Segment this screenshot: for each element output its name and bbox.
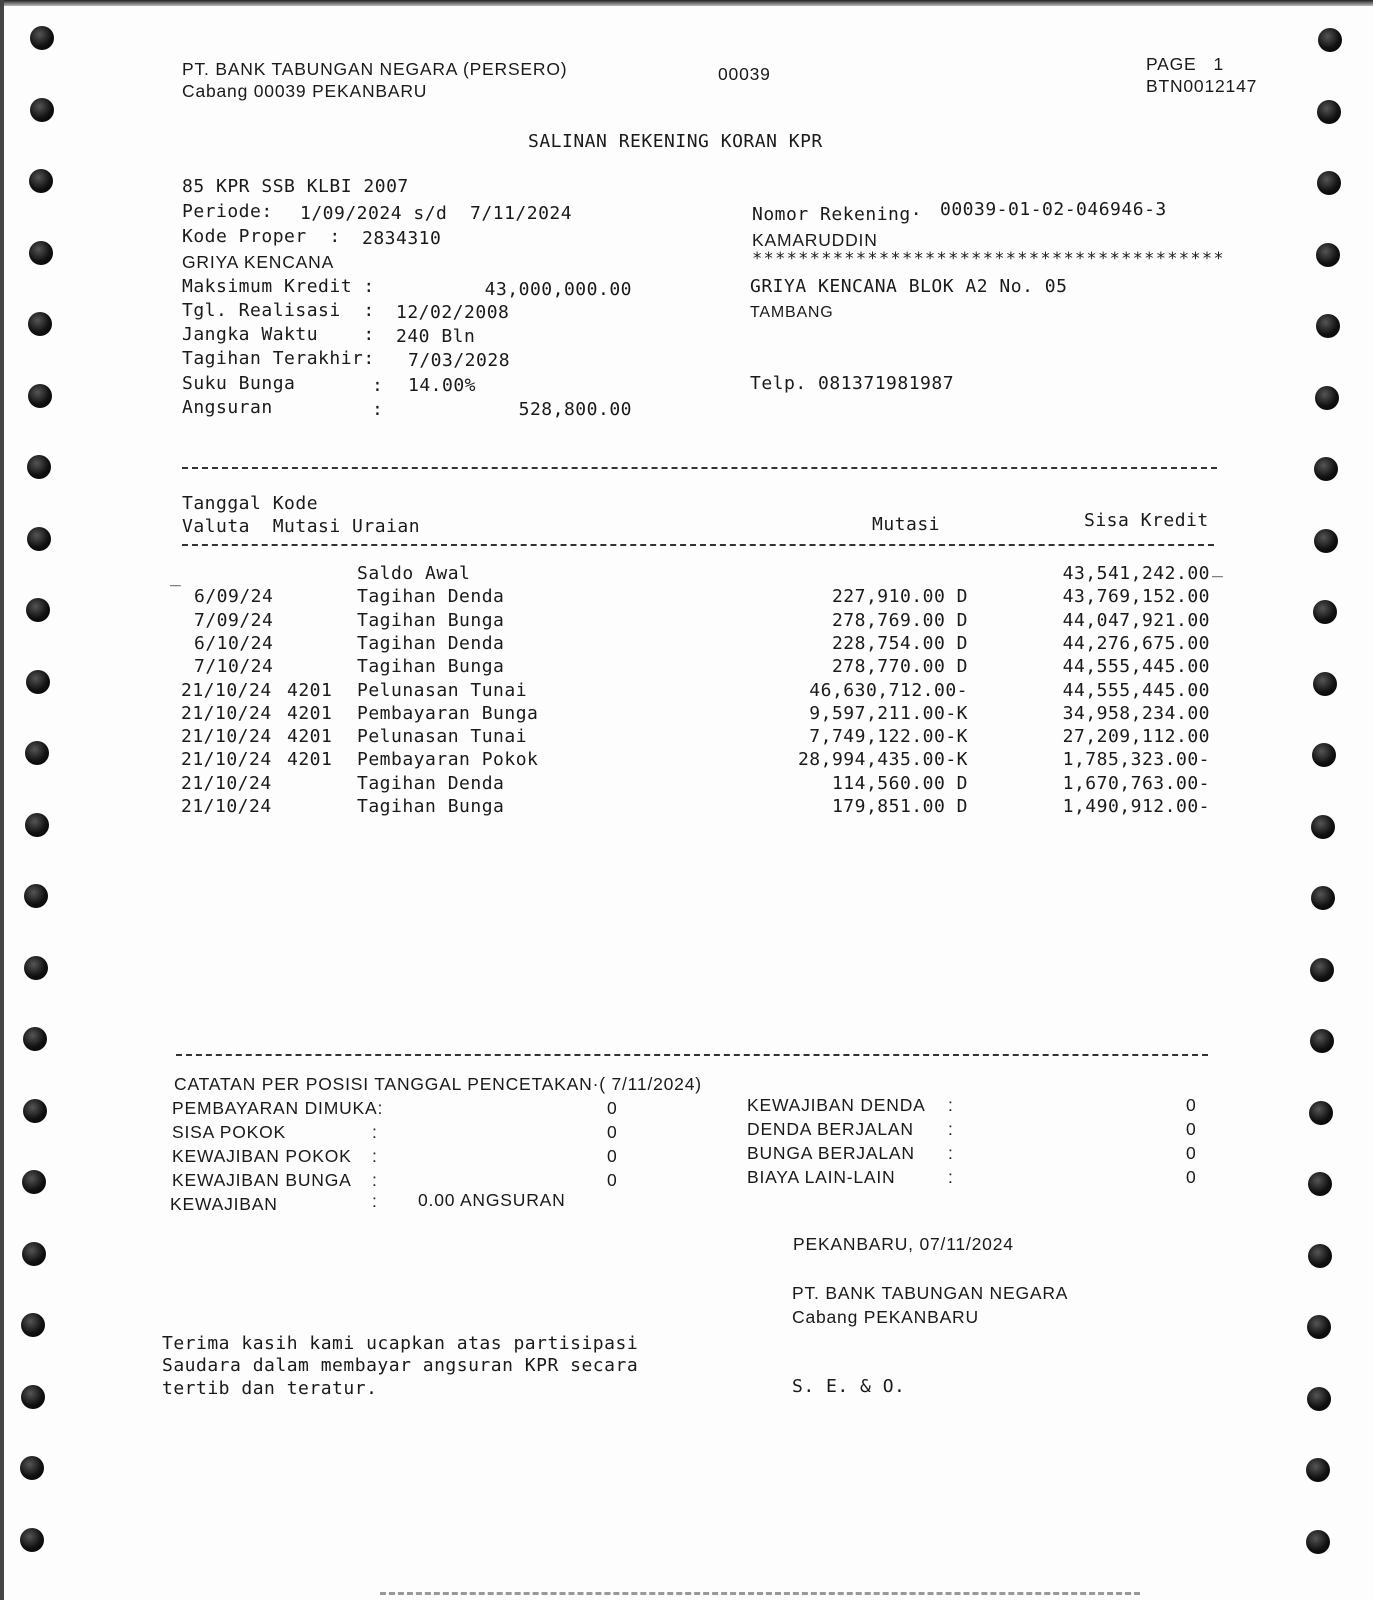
row-mutasi: 278,770.00 D <box>831 656 968 678</box>
table-row <box>0 656 1373 679</box>
note-value: 0 <box>607 1122 618 1142</box>
masked-line: ***************************************** <box>752 249 1225 269</box>
paper-tear-bottom <box>380 1592 1140 1595</box>
table-row <box>0 563 1373 586</box>
row-date: 7/09/24 <box>194 609 274 631</box>
row-mutasi: 227,910.00 D <box>831 586 968 608</box>
feed-hole <box>1306 1458 1330 1482</box>
periode-label: Periode: <box>182 201 273 222</box>
feed-hole <box>24 884 48 908</box>
note-label: SISA POKOK <box>172 1122 287 1142</box>
note-colon: : <box>372 1122 378 1142</box>
row-uraian: Pembayaran Pokok <box>357 749 539 771</box>
feed-hole <box>1308 1244 1332 1268</box>
col-header-row1: Tanggal Kode <box>182 493 319 514</box>
row-kode: 4201 <box>287 679 333 701</box>
row-uraian: Pelunasan Tunai <box>357 726 528 748</box>
table-row <box>0 773 1373 796</box>
row-date: 7/10/24 <box>194 656 274 678</box>
feed-hole <box>21 1313 45 1337</box>
nomor-rekening-value: 00039-01-02-046946-3 <box>940 199 1167 220</box>
note-colon: : <box>372 1170 378 1190</box>
feed-hole <box>1307 1315 1331 1339</box>
row-uraian: Tagihan Denda <box>357 632 505 654</box>
row-date: 21/10/24 <box>181 796 272 817</box>
table-row <box>0 680 1373 703</box>
row-mutasi: 7,749,122.00-K <box>809 726 968 748</box>
angsuran-label: Angsuran <box>182 397 273 418</box>
note-label: PEMBAYARAN DIMUKA: <box>172 1098 384 1118</box>
maks-kredit-value: 43,000,000.00 <box>484 279 632 300</box>
table-row <box>0 726 1373 749</box>
col-header-row2: Valuta Mutasi Uraian <box>182 516 421 537</box>
note-value: 0 <box>607 1098 618 1118</box>
kewajiban-value: 0.00 ANGSURAN <box>418 1190 566 1210</box>
note-colon: : <box>948 1143 954 1163</box>
note-label: KEWAJIBAN BUNGA <box>172 1170 352 1190</box>
feed-hole <box>21 1385 45 1409</box>
note-value: 0 <box>607 1146 618 1166</box>
feed-hole <box>28 384 52 408</box>
row-uraian: Tagihan Bunga <box>357 656 505 678</box>
note-label: BIAYA LAIN-LAIN <box>747 1167 896 1187</box>
feed-hole <box>1314 529 1338 553</box>
feed-hole <box>1310 958 1334 982</box>
thanks-line-2: Saudara dalam membayar angsuran KPR secara <box>162 1355 639 1376</box>
paper-edge-top <box>0 0 1373 6</box>
feed-hole <box>20 1456 44 1480</box>
jangka-waktu-value: 240 Bln <box>396 326 476 347</box>
feed-hole <box>30 98 54 122</box>
row-sisa-kredit: 44,047,921.00 <box>1062 609 1210 631</box>
kode-proper-value: 2834310 <box>362 228 442 249</box>
note-label: DENDA BERJALAN <box>747 1119 914 1139</box>
row-sisa-kredit: 34,958,234.00 <box>1062 702 1210 724</box>
jangka-waktu-label: Jangka Waktu : <box>182 324 375 345</box>
note-label: BUNGA BERJALAN <box>747 1143 915 1163</box>
note-value: 0 <box>1186 1119 1197 1139</box>
feed-hole <box>20 1528 44 1552</box>
note-label: KEWAJIBAN DENDA <box>747 1095 926 1115</box>
feed-hole <box>23 1099 47 1123</box>
project-name: GRIYA KENCANA <box>182 252 335 272</box>
row-date: 21/10/24 <box>181 679 272 701</box>
feed-hole <box>29 241 53 265</box>
feed-hole <box>23 1027 47 1051</box>
opening-marker: _ <box>170 566 182 587</box>
suku-bunga-value: 14.00% <box>408 375 477 396</box>
feed-hole <box>1317 100 1341 124</box>
note-value: 0 <box>1186 1143 1197 1163</box>
row-sisa-kredit: 43,769,152.00 <box>1062 586 1210 608</box>
row-kode: 4201 <box>287 726 333 748</box>
row-sisa-kredit: 27,209,112.00 <box>1062 726 1210 748</box>
feed-hole <box>22 1242 46 1266</box>
row-uraian: Tagihan Bunga <box>357 609 505 631</box>
row-mutasi: 28,994,435.00-K <box>797 749 968 771</box>
feed-hole <box>1307 1387 1331 1411</box>
row-date: 6/09/24 <box>194 586 274 608</box>
divider-header <box>182 544 1214 546</box>
note-value: 0 <box>607 1170 618 1190</box>
table-row <box>0 749 1373 772</box>
table-row <box>0 610 1373 633</box>
angsuran-colon: : <box>372 399 384 420</box>
row-kode: 4201 <box>287 702 333 724</box>
suku-bunga-label: Suku Bunga <box>182 373 296 394</box>
nomor-rekening-label: Nomor Rekening· <box>752 204 923 225</box>
note-colon: : <box>948 1119 954 1139</box>
row-mutasi: 46,630,712.00- <box>809 679 968 701</box>
feed-hole <box>28 312 52 336</box>
customer-telp: Telp. 081371981987 <box>750 373 955 394</box>
row-uraian: Pelunasan Tunai <box>357 679 528 701</box>
row-uraian: Saldo Awal <box>357 563 471 584</box>
signature-branch: Cabang PEKANBARU <box>792 1307 979 1327</box>
row-date: 6/10/24 <box>194 632 274 654</box>
table-row <box>0 586 1373 609</box>
feed-hole <box>1309 1101 1333 1125</box>
row-kode: 4201 <box>287 749 333 771</box>
note-colon: : <box>948 1167 954 1187</box>
table-row <box>0 633 1373 656</box>
note-label: KEWAJIBAN POKOK <box>172 1146 352 1166</box>
thanks-line-3: tertib dan teratur. <box>162 1378 378 1399</box>
branch-code: 00039 <box>718 64 771 84</box>
row-date: 21/10/24 <box>181 726 272 748</box>
feed-hole <box>30 26 54 50</box>
row-uraian: Tagihan Denda <box>357 772 505 794</box>
row-mutasi: 179,851.00 D <box>831 796 968 817</box>
page-title: SALINAN REKENING KORAN KPR <box>528 131 823 152</box>
divider-notes <box>176 1054 1208 1056</box>
note-colon: : <box>372 1146 378 1166</box>
note-colon: : <box>948 1095 954 1115</box>
closing-marker: _ <box>1212 557 1224 578</box>
tagihan-terakhir-label: Tagihan Terakhir: <box>182 348 375 369</box>
row-sisa-kredit: 44,555,445.00 <box>1062 679 1210 701</box>
row-date: 21/10/24 <box>181 702 272 724</box>
feed-hole <box>1314 457 1338 481</box>
note-value: 0 <box>1186 1167 1197 1187</box>
page-number: PAGE 1 <box>1146 54 1225 74</box>
feed-hole <box>1316 314 1340 338</box>
loan-product: 85 KPR SSB KLBI 2007 <box>182 176 409 197</box>
kode-proper-label: Kode Proper : <box>182 226 341 247</box>
feed-hole <box>1317 171 1341 195</box>
row-uraian: Tagihan Denda <box>357 586 505 608</box>
kewajiban-label: KEWAJIBAN <box>170 1194 278 1214</box>
notes-title: CATATAN PER POSISI TANGGAL PENCETAKAN·( 7/11/2024) <box>174 1074 702 1094</box>
report-id: BTN0012147 <box>1146 76 1258 96</box>
row-sisa-kredit: 1,670,763.00- <box>1062 772 1210 794</box>
feed-hole <box>1311 886 1335 910</box>
customer-name: KAMARUDDIN <box>752 230 878 250</box>
feed-hole <box>1306 1530 1330 1554</box>
place-date: PEKANBARU, 07/11/2024 <box>793 1234 1014 1254</box>
suku-bunga-colon: : <box>372 375 384 396</box>
row-sisa-kredit: 1,490,912.00- <box>1062 796 1210 817</box>
feed-hole <box>29 169 53 193</box>
row-date: 21/10/24 <box>181 772 272 794</box>
kewajiban-colon: : <box>372 1191 378 1211</box>
row-mutasi: 278,769.00 D <box>831 609 968 631</box>
thanks-line-1: Terima kasih kami ucapkan atas partisipasi <box>162 1333 639 1354</box>
feed-hole <box>27 455 51 479</box>
maks-kredit-label: Maksimum Kredit : <box>182 276 375 297</box>
row-date: 21/10/24 <box>181 749 272 771</box>
signature-bank: PT. BANK TABUNGAN NEGARA <box>792 1283 1069 1303</box>
customer-address-1: GRIYA KENCANA BLOK A2 No. 05 <box>750 276 1068 297</box>
periode-value: 1/09/2024 s/d 7/11/2024 <box>300 203 573 224</box>
row-uraian: Tagihan Bunga <box>357 796 505 817</box>
note-value: 0 <box>1186 1095 1197 1115</box>
row-sisa-kredit: 44,276,675.00 <box>1062 632 1210 654</box>
row-sisa-kredit: 44,555,445.00 <box>1062 656 1210 678</box>
tgl-realisasi-value: 12/02/2008 <box>396 302 510 323</box>
row-mutasi: 228,754.00 D <box>831 632 968 654</box>
feed-hole <box>1318 28 1342 52</box>
row-mutasi: 9,597,211.00-K <box>809 702 968 724</box>
col-header-mutasi: Mutasi <box>872 514 941 535</box>
divider-top <box>182 467 1217 469</box>
feed-hole <box>1308 1172 1332 1196</box>
tgl-realisasi-label: Tgl. Realisasi : <box>182 300 375 321</box>
feed-hole <box>27 527 51 551</box>
feed-hole <box>1315 386 1339 410</box>
tagihan-terakhir-value: 7/03/2028 <box>408 350 511 371</box>
branch-name: Cabang 00039 PEKANBARU <box>182 81 428 101</box>
table-row <box>0 703 1373 726</box>
feed-hole <box>1316 243 1340 267</box>
customer-address-2: TAMBANG <box>750 304 834 321</box>
row-sisa-kredit: 1,785,323.00- <box>1062 749 1210 771</box>
col-header-sisa-kredit: Sisa Kredit <box>1084 510 1209 531</box>
row-mutasi: 114,560.00 D <box>831 772 968 794</box>
feed-hole <box>24 956 48 980</box>
row-sisa-kredit: 43,541,242.00 <box>1062 563 1210 584</box>
angsuran-value: 528,800.00 <box>518 399 632 420</box>
bank-name: PT. BANK TABUNGAN NEGARA (PERSERO) <box>182 59 568 79</box>
seo-note: S. E. & O. <box>792 1376 906 1397</box>
feed-hole <box>22 1170 46 1194</box>
feed-hole <box>1310 1029 1334 1053</box>
table-row <box>0 796 1373 819</box>
row-uraian: Pembayaran Bunga <box>357 702 539 724</box>
